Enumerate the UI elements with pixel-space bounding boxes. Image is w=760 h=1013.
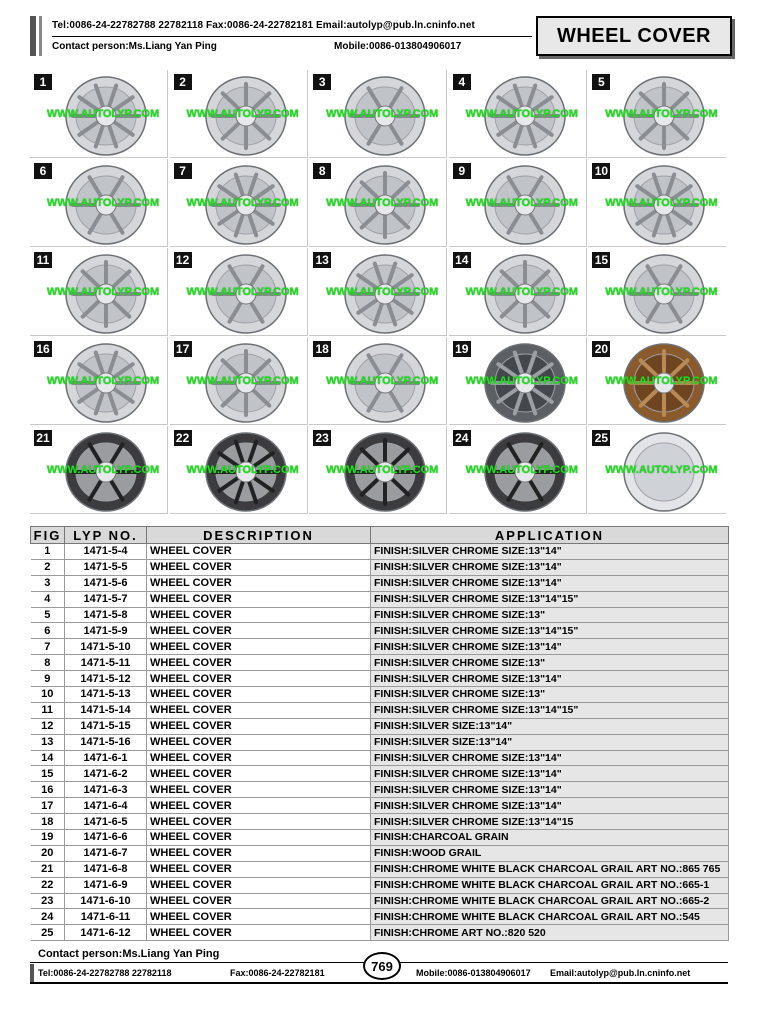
cell-description: WHEEL COVER bbox=[147, 877, 371, 893]
cell-lyp-no: 1471-6-5 bbox=[65, 814, 147, 830]
figure-number: 3 bbox=[313, 74, 331, 90]
cell-description: WHEEL COVER bbox=[147, 623, 371, 639]
figure-number: 15 bbox=[592, 252, 610, 268]
cell-description: WHEEL COVER bbox=[147, 893, 371, 909]
watermark-text: WWW.AUTOLYP.COM bbox=[465, 375, 578, 387]
figure-number: 11 bbox=[34, 252, 52, 268]
figure-number: 7 bbox=[174, 163, 192, 179]
table-row bbox=[31, 655, 729, 671]
table-row bbox=[31, 798, 729, 814]
table-row bbox=[31, 607, 729, 623]
table-row bbox=[31, 671, 729, 687]
figure-number: 2 bbox=[174, 74, 192, 90]
cell-application: FINISH:SILVER CHROME SIZE:13"14"15 bbox=[371, 814, 729, 830]
cell-fig: 22 bbox=[31, 877, 65, 893]
cell-application: FINISH:SILVER CHROME SIZE:13"14" bbox=[371, 798, 729, 814]
cell-application: FINISH:SILVER CHROME SIZE:13" bbox=[371, 607, 729, 623]
cell-lyp-no: 1471-5-10 bbox=[65, 639, 147, 655]
cell-fig: 13 bbox=[31, 734, 65, 750]
header-divider bbox=[52, 36, 532, 37]
product-cell bbox=[309, 426, 447, 514]
watermark-text: WWW.AUTOLYP.COM bbox=[326, 108, 439, 120]
product-gallery bbox=[30, 70, 728, 515]
cell-fig: 2 bbox=[31, 559, 65, 575]
product-cell bbox=[309, 248, 447, 336]
cell-application: FINISH:SILVER CHROME SIZE:13"14"15" bbox=[371, 591, 729, 607]
cell-description: WHEEL COVER bbox=[147, 591, 371, 607]
product-cell bbox=[170, 248, 308, 336]
cell-lyp-no: 1471-6-1 bbox=[65, 750, 147, 766]
cell-lyp-no: 1471-6-11 bbox=[65, 909, 147, 925]
figure-number: 14 bbox=[453, 252, 471, 268]
figure-number: 24 bbox=[453, 430, 471, 446]
cell-fig: 11 bbox=[31, 702, 65, 718]
watermark-text: WWW.AUTOLYP.COM bbox=[465, 197, 578, 209]
cell-fig: 23 bbox=[31, 893, 65, 909]
product-cell bbox=[588, 426, 726, 514]
cell-lyp-no: 1471-5-12 bbox=[65, 671, 147, 687]
header-accent-bar bbox=[30, 16, 36, 56]
cell-description: WHEEL COVER bbox=[147, 734, 371, 750]
cell-application: FINISH:SILVER CHROME SIZE:13"14" bbox=[371, 559, 729, 575]
cell-lyp-no: 1471-6-10 bbox=[65, 893, 147, 909]
watermark-text: WWW.AUTOLYP.COM bbox=[186, 375, 299, 387]
table-row bbox=[31, 575, 729, 591]
cell-lyp-no: 1471-5-14 bbox=[65, 702, 147, 718]
figure-number: 21 bbox=[34, 430, 52, 446]
table-row bbox=[31, 925, 729, 941]
cell-description: WHEEL COVER bbox=[147, 782, 371, 798]
product-cell bbox=[30, 248, 168, 336]
cell-fig: 20 bbox=[31, 845, 65, 861]
table-header-row bbox=[31, 527, 729, 544]
header-contact-row bbox=[52, 41, 462, 52]
table-row bbox=[31, 639, 729, 655]
product-cell bbox=[588, 70, 726, 158]
cell-description: WHEEL COVER bbox=[147, 830, 371, 846]
cell-lyp-no: 1471-6-6 bbox=[65, 830, 147, 846]
product-cell bbox=[588, 159, 726, 247]
cell-lyp-no: 1471-5-8 bbox=[65, 607, 147, 623]
footer-fax: Fax:0086-24-22782181 bbox=[230, 968, 325, 978]
cell-fig: 19 bbox=[31, 830, 65, 846]
product-cell bbox=[170, 337, 308, 425]
cell-fig: 21 bbox=[31, 861, 65, 877]
cell-fig: 7 bbox=[31, 639, 65, 655]
product-cell bbox=[449, 248, 587, 336]
cell-application: FINISH:CHROME WHITE BLACK CHARCOAL GRAIL ART NO.:665-1 bbox=[371, 877, 729, 893]
cell-application: FINISH:SILVER CHROME SIZE:13"14"15" bbox=[371, 623, 729, 639]
watermark-text: WWW.AUTOLYP.COM bbox=[46, 464, 160, 476]
figure-number: 9 bbox=[453, 163, 471, 179]
cell-fig: 5 bbox=[31, 607, 65, 623]
cell-description: WHEEL COVER bbox=[147, 702, 371, 718]
table-row bbox=[31, 702, 729, 718]
watermark-text: WWW.AUTOLYP.COM bbox=[465, 286, 578, 298]
cell-application: FINISH:CHROME WHITE BLACK CHARCOAL GRAIL ART NO.:865 765 bbox=[371, 861, 729, 877]
cell-fig: 4 bbox=[31, 591, 65, 607]
watermark-text: WWW.AUTOLYP.COM bbox=[186, 108, 299, 120]
watermark-text: WWW.AUTOLYP.COM bbox=[46, 286, 160, 298]
cell-application: FINISH:SILVER SIZE:13"14" bbox=[371, 718, 729, 734]
table-row bbox=[31, 766, 729, 782]
cell-fig: 10 bbox=[31, 687, 65, 703]
figure-number: 17 bbox=[174, 341, 192, 357]
footer-mobile: Mobile:0086-013804906017 bbox=[416, 968, 531, 978]
product-cell bbox=[588, 248, 726, 336]
cell-fig: 18 bbox=[31, 814, 65, 830]
cell-lyp-no: 1471-5-15 bbox=[65, 718, 147, 734]
table-row bbox=[31, 559, 729, 575]
cell-lyp-no: 1471-5-5 bbox=[65, 559, 147, 575]
cell-application: FINISH:WOOD GRAIL bbox=[371, 845, 729, 861]
product-cell bbox=[170, 159, 308, 247]
watermark-text: WWW.AUTOLYP.COM bbox=[605, 108, 718, 120]
cell-description: WHEEL COVER bbox=[147, 559, 371, 575]
product-cell bbox=[449, 426, 587, 514]
watermark-text: WWW.AUTOLYP.COM bbox=[605, 197, 718, 209]
cell-application: FINISH:SILVER CHROME SIZE:13" bbox=[371, 687, 729, 703]
product-cell bbox=[449, 70, 587, 158]
col-header-description: DESCRIPTION bbox=[147, 527, 371, 544]
spec-table bbox=[30, 526, 729, 941]
cell-description: WHEEL COVER bbox=[147, 798, 371, 814]
watermark-text: WWW.AUTOLYP.COM bbox=[186, 286, 299, 298]
cell-application: FINISH:CHROME WHITE BLACK CHARCOAL GRAIL ART NO.:545 bbox=[371, 909, 729, 925]
cell-description: WHEEL COVER bbox=[147, 909, 371, 925]
cell-description: WHEEL COVER bbox=[147, 544, 371, 560]
cell-lyp-no: 1471-5-6 bbox=[65, 575, 147, 591]
figure-number: 20 bbox=[592, 341, 610, 357]
product-cell bbox=[309, 337, 447, 425]
cell-description: WHEEL COVER bbox=[147, 814, 371, 830]
cell-fig: 15 bbox=[31, 766, 65, 782]
cell-lyp-no: 1471-5-9 bbox=[65, 623, 147, 639]
cell-description: WHEEL COVER bbox=[147, 639, 371, 655]
cell-lyp-no: 1471-5-16 bbox=[65, 734, 147, 750]
cell-fig: 3 bbox=[31, 575, 65, 591]
figure-number: 1 bbox=[34, 74, 52, 90]
page-header bbox=[30, 16, 730, 58]
table-row bbox=[31, 782, 729, 798]
cell-description: WHEEL COVER bbox=[147, 607, 371, 623]
table-row bbox=[31, 591, 729, 607]
table-row bbox=[31, 623, 729, 639]
figure-number: 19 bbox=[453, 341, 471, 357]
cell-lyp-no: 1471-5-4 bbox=[65, 544, 147, 560]
table-row bbox=[31, 893, 729, 909]
watermark-text: WWW.AUTOLYP.COM bbox=[186, 197, 299, 209]
footer-tel: Tel:0086-24-22782788 22782118 bbox=[38, 968, 172, 978]
cell-application: FINISH:SILVER CHROME SIZE:13"14" bbox=[371, 671, 729, 687]
col-header-fig: FIG bbox=[31, 527, 65, 544]
figure-number: 4 bbox=[453, 74, 471, 90]
figure-number: 18 bbox=[313, 341, 331, 357]
header-mobile: Mobile:0086-013804906017 bbox=[334, 41, 462, 52]
cell-lyp-no: 1471-6-4 bbox=[65, 798, 147, 814]
table-row bbox=[31, 718, 729, 734]
cell-description: WHEEL COVER bbox=[147, 718, 371, 734]
cell-fig: 14 bbox=[31, 750, 65, 766]
cell-fig: 8 bbox=[31, 655, 65, 671]
cell-application: FINISH:SILVER CHROME SIZE:13"14"15" bbox=[371, 702, 729, 718]
cell-application: FINISH:SILVER CHROME SIZE:13"14" bbox=[371, 575, 729, 591]
figure-number: 8 bbox=[313, 163, 331, 179]
figure-number: 13 bbox=[313, 252, 331, 268]
cell-fig: 9 bbox=[31, 671, 65, 687]
table-row bbox=[31, 877, 729, 893]
watermark-text: WWW.AUTOLYP.COM bbox=[326, 286, 439, 298]
table-row bbox=[31, 544, 729, 560]
cell-fig: 16 bbox=[31, 782, 65, 798]
watermark-text: WWW.AUTOLYP.COM bbox=[46, 108, 160, 120]
product-cell bbox=[588, 337, 726, 425]
cell-application: FINISH:SILVER CHROME SIZE:13"14" bbox=[371, 750, 729, 766]
cell-description: WHEEL COVER bbox=[147, 766, 371, 782]
table-row bbox=[31, 909, 729, 925]
product-cell bbox=[30, 159, 168, 247]
footer-contact-person: Contact person:Ms.Liang Yan Ping bbox=[38, 948, 220, 960]
watermark-text: WWW.AUTOLYP.COM bbox=[465, 464, 578, 476]
cell-application: FINISH:CHARCOAL GRAIN bbox=[371, 830, 729, 846]
watermark-text: WWW.AUTOLYP.COM bbox=[605, 286, 718, 298]
col-header-application: APPLICATION bbox=[371, 527, 729, 544]
product-cell bbox=[449, 159, 587, 247]
cell-lyp-no: 1471-5-11 bbox=[65, 655, 147, 671]
cell-fig: 6 bbox=[31, 623, 65, 639]
watermark-text: WWW.AUTOLYP.COM bbox=[465, 108, 578, 120]
watermark-text: WWW.AUTOLYP.COM bbox=[326, 375, 439, 387]
cell-fig: 25 bbox=[31, 925, 65, 941]
page-title: WHEEL COVER bbox=[536, 16, 732, 56]
table-row bbox=[31, 861, 729, 877]
table-row bbox=[31, 830, 729, 846]
watermark-text: WWW.AUTOLYP.COM bbox=[605, 464, 718, 476]
figure-number: 6 bbox=[34, 163, 52, 179]
figure-number: 23 bbox=[313, 430, 331, 446]
table-row bbox=[31, 750, 729, 766]
cell-application: FINISH:CHROME ART NO.:820 520 bbox=[371, 925, 729, 941]
product-cell bbox=[449, 337, 587, 425]
cell-description: WHEEL COVER bbox=[147, 861, 371, 877]
cell-application: FINISH:SILVER CHROME SIZE:13"14" bbox=[371, 544, 729, 560]
cell-application: FINISH:SILVER CHROME SIZE:13"14" bbox=[371, 782, 729, 798]
cell-application: FINISH:SILVER CHROME SIZE:13"14" bbox=[371, 639, 729, 655]
figure-number: 25 bbox=[592, 430, 610, 446]
cell-lyp-no: 1471-6-8 bbox=[65, 861, 147, 877]
watermark-text: WWW.AUTOLYP.COM bbox=[326, 464, 439, 476]
cell-description: WHEEL COVER bbox=[147, 750, 371, 766]
cell-description: WHEEL COVER bbox=[147, 925, 371, 941]
watermark-text: WWW.AUTOLYP.COM bbox=[46, 375, 160, 387]
figure-number: 10 bbox=[592, 163, 610, 179]
product-cell bbox=[30, 426, 168, 514]
figure-number: 5 bbox=[592, 74, 610, 90]
cell-application: FINISH:SILVER CHROME SIZE:13" bbox=[371, 655, 729, 671]
figure-number: 16 bbox=[34, 341, 52, 357]
footer-email: Email:autolyp@pub.ln.cninfo.net bbox=[550, 968, 691, 978]
page-number: 769 bbox=[363, 952, 401, 980]
cell-lyp-no: 1471-6-9 bbox=[65, 877, 147, 893]
table-row bbox=[31, 845, 729, 861]
cell-fig: 1 bbox=[31, 544, 65, 560]
cell-description: WHEEL COVER bbox=[147, 575, 371, 591]
cell-lyp-no: 1471-6-2 bbox=[65, 766, 147, 782]
cell-application: FINISH:SILVER SIZE:13"14" bbox=[371, 734, 729, 750]
figure-number: 22 bbox=[174, 430, 192, 446]
cell-application: FINISH:CHROME WHITE BLACK CHARCOAL GRAIL ART NO.:665-2 bbox=[371, 893, 729, 909]
cell-fig: 24 bbox=[31, 909, 65, 925]
cell-fig: 17 bbox=[31, 798, 65, 814]
header-accent-bar-thin bbox=[39, 16, 42, 56]
product-cell bbox=[170, 70, 308, 158]
cell-description: WHEEL COVER bbox=[147, 671, 371, 687]
table-row bbox=[31, 687, 729, 703]
product-cell bbox=[309, 70, 447, 158]
table-row bbox=[31, 734, 729, 750]
watermark-text: WWW.AUTOLYP.COM bbox=[46, 197, 160, 209]
col-header-lyp-no: LYP NO. bbox=[65, 527, 147, 544]
cell-description: WHEEL COVER bbox=[147, 655, 371, 671]
cell-description: WHEEL COVER bbox=[147, 687, 371, 703]
product-cell bbox=[30, 70, 168, 158]
footer-accent-bar bbox=[30, 964, 34, 982]
product-cell bbox=[170, 426, 308, 514]
cell-lyp-no: 1471-6-7 bbox=[65, 845, 147, 861]
cell-lyp-no: 1471-5-13 bbox=[65, 687, 147, 703]
product-cell bbox=[30, 337, 168, 425]
table-row bbox=[31, 814, 729, 830]
watermark-text: WWW.AUTOLYP.COM bbox=[605, 375, 718, 387]
product-cell bbox=[309, 159, 447, 247]
watermark-text: WWW.AUTOLYP.COM bbox=[326, 197, 439, 209]
figure-number: 12 bbox=[174, 252, 192, 268]
cell-lyp-no: 1471-5-7 bbox=[65, 591, 147, 607]
watermark-text: WWW.AUTOLYP.COM bbox=[186, 464, 299, 476]
header-contact-person: Contact person:Ms.Liang Yan Ping bbox=[52, 41, 217, 52]
cell-application: FINISH:SILVER CHROME SIZE:13"14" bbox=[371, 766, 729, 782]
cell-description: WHEEL COVER bbox=[147, 845, 371, 861]
header-contact-line: Tel:0086-24-22782788 22782118 Fax:0086-24-22782181 Email:autolyp@pub.ln.cninfo.net bbox=[52, 20, 475, 31]
cell-lyp-no: 1471-6-12 bbox=[65, 925, 147, 941]
cell-fig: 12 bbox=[31, 718, 65, 734]
cell-lyp-no: 1471-6-3 bbox=[65, 782, 147, 798]
